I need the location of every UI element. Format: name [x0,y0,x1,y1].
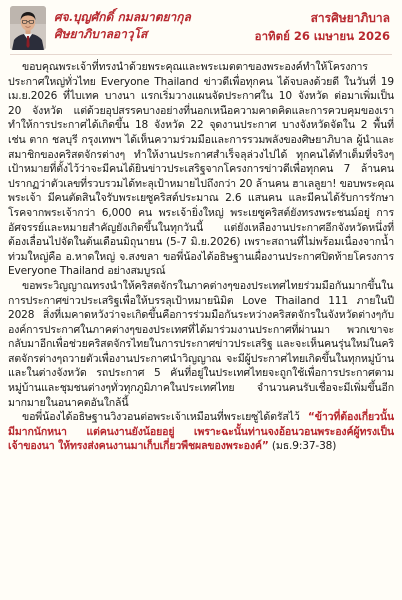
author-name: ศจ.บุญศักดิ์ กมลมาตยากุล [54,10,191,24]
header-divider [10,54,392,55]
scripture-quote: “ข้าวที่ต้องเกี่ยวนั้นมีมากนักหนา แต่คนงานยังน้อยอยู่ เพราะฉะนั้นท่านจงอ้อนวอนพระองค์ผู้ทรงเป็นเจ้าของนา ให้ทรงส่งคนงานมาเก็บเกี่ยวพืชผลของพระองค์” [8,411,394,453]
person-portrait-icon [10,6,46,50]
publication-title: สารศิษยาภิบาล [310,11,390,25]
header [0,0,402,56]
author-block [54,9,191,43]
closing-paragraph [8,410,394,454]
paragraph-1: ขอบคุณพระเจ้าที่ทรงนำด้วยพระคุณและพระเมตตาของพระองค์ทำให้โครงการประกาศใหญ่ทั่วไทย Everyone Thailand ข่าวดีเพื่อทุกคน ได้จบลงด้วยดี ในวันที่ 19 เม.ย.2026 ที่ไบเทค บางนา แรกเริ่มวางแผนจัดประกาศใน 10 จังหวัด ต่อมาเพิ่มเป็น 20 จังหวัด แต่ด้วยอุปสรรคบางอย่างที่นอกเหนือความคาดคิดและการควบคุมของเราทำให้การประกาศได้เกิดขึ้น 18 จังหวัด 22 จุดงานประกาศ บางจังหวัดจัดใน 2 พื้นที่ เช่น ตาก ชลบุรี กรุงเทพฯ ได้เห็นความร่วมมือและการรวมพลังของศิษยาภิบาล ผู้นำและสมาชิกของคริสตจักรต่างๆ ทำให้งานประกาศสำเร็จลุล่วงไปได้ ทุกคนได้ทำเต็มที่จริงๆ เป้าหมายที่ตั้งไว้ว่าจะมีคนได้ยินข่าวประเสริฐจากโครงการข่าวดีเพื่อทุกคน 7 ล้านคน ปรากฏว่าตัวเลขที่รวบรวมได้ทะลุเป้าหมายไปถึงกว่า 20 ล้านคน ฮาเลลูยา! ขอบพระคุณพระเจ้า มีคนตัดสินใจรับพระเยซูคริสต์ประมาณ 2.6 แสนคน และมีคนได้รับการรักษาโรคจากพระเจ้ากว่า 6,000 คน พระเจ้ายิ่งใหญ่ พระเยซูคริสต์ยังทรงพระชนม์อยู่ การอัศจรรย์และหมายสำคัญยังเกิดขึ้นในทุกวันนี้ แต่ยังเหลืองานประกาศอีกจังหวัดหนึ่งที่ต้องเลื่อนไปจัดในต้นเดือนมิถุนายน (5-7 มิ.ย.2026) เพราะสถานที่ไม่พร้อมเนื่องจากน้ำท่วมใหญ่คือ อ.หาดใหญ่ จ.สงขลา ขอพี่น้องได้อธิษฐานเผื่องานประกาศปิดท้ายโครงการ Everyone Thailand อย่างสมบูรณ์ [8,61,394,278]
article-body [8,60,394,454]
publication-block [255,9,390,45]
scripture-reference: (มธ.9:37-38) [271,440,337,453]
closing-intro: ขอพี่น้องได้อธิษฐานวิงวอนต่อพระเจ้าเหมือนที่พระเยซูได้ตรัสไว้ [22,411,300,424]
paragraph-2: ขอพระวิญญาณทรงนำให้คริสตจักรในภาคต่างๆของประเทศไทยร่วมมือกันมากขึ้นในการประกาศข่าวประเสริฐเพื่อให้บรรลุเป้าหมายนิมิต Love Thailand 111 ภายในปี 2028 สิ่งที่เมคาดหวังว่าจะเกิดขึ้นคือการร่วมมือกันระหว่างคริสตจักรในจังหวัดต่างๆกับองค์การประกาศในภาคต่างๆของประเทศที่ได้มาร่วมงานประกาศที่ผ่านมา พวกเขาจะกลับมาอีกเพื่อช่วยคริสตจักรไทยในการประกาศข่าวประเสริฐ และจะเห็นคนรุ่นใหม่ในคริสตจักรต่างๆถวายตัวเพื่องานประกาศนำวิญญาณ จะมีผู้ประกาศไทยเกิดขึ้นในทุกหมู่บ้าน และในต่างจังหวัด รถประกาศ 5 คันที่อยู่ในประเทศไทยจะถูกใช้เพื่อการประกาศตามหมู่บ้านและชุมชนต่างๆทั่วทุกภูมิภาคในประเทศไทย จำนวนคนรับเชื่อจะมีเพิ่มขึ้นอีกมากมายในอนาคตอันใกล้นี้ [8,279,394,409]
author-title: ศิษยาภิบาลอาวุโส [54,27,148,41]
publication-date: อาทิตย์ 26 เมษายน 2026 [254,29,390,43]
